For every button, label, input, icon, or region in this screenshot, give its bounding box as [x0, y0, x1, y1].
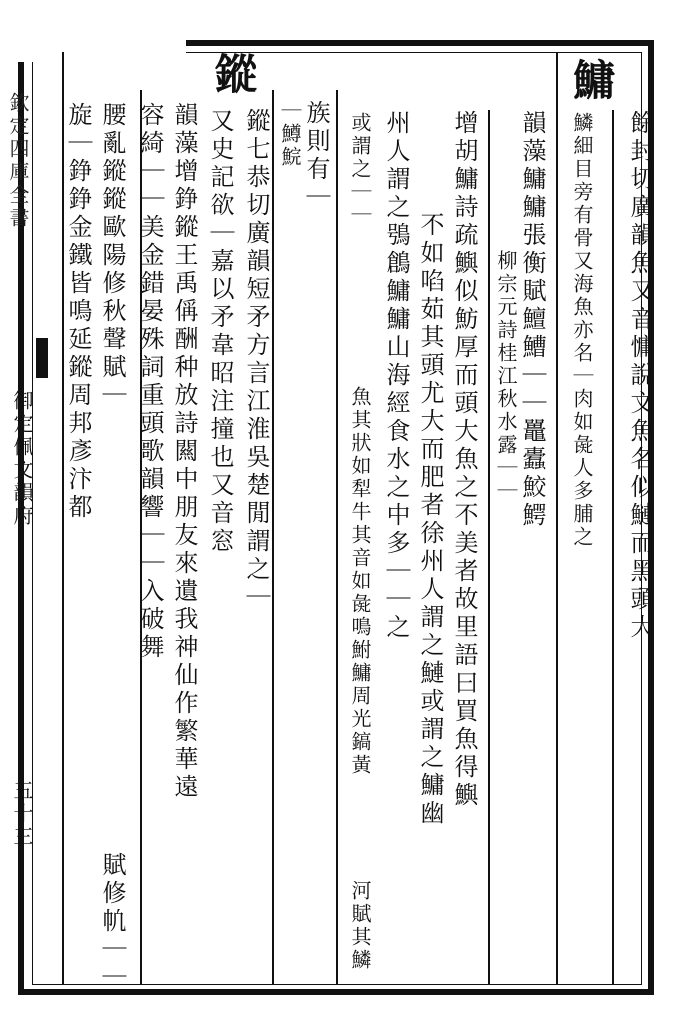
- frame-notch: [18, 40, 186, 62]
- text-column: ｜鱒鯇: [278, 100, 302, 169]
- text-column: 族則有｜: [302, 100, 330, 212]
- text-column: 鱗細目旁有骨又海魚亦名｜肉如彘人多脯之: [570, 112, 594, 549]
- headword: 鏦: [209, 52, 258, 94]
- text-column: 餘封切廣韻魚又音慵說文魚名似鰱而黑頭大: [626, 110, 654, 642]
- spine-title: 欽定四庫全書: [6, 92, 30, 230]
- text-column: 旋｜錚錚金鐵皆鳴延鏦周邦彥汴都: [64, 102, 92, 522]
- text-column: 或謂之｜｜: [348, 112, 372, 227]
- column-rule: [488, 110, 490, 985]
- text-column: 增胡鱅詩疏鱮似魴厚而頭大魚之不美者故里語曰買魚得鱮: [450, 110, 478, 810]
- fishtail-mark: [36, 338, 48, 378]
- text-column: 鏦七恭切廣韻短矛方言江淮吳楚閒謂之｜: [242, 108, 270, 612]
- text-column: 容綺｜｜美金錯晏殊詞重頭歌韻響｜｜入破舞: [136, 102, 164, 662]
- text-column: 韻藻增錚鏦王禹偁酬种放詩闗中朋友來遺我神仙作繁華遠: [170, 102, 198, 802]
- headword: 鱅: [567, 58, 616, 100]
- text-column: 賦修㠶｜｜: [98, 852, 126, 992]
- text-column: 不如啗茹其頭尤大而肥者徐州人謂之鰱或謂之鱅幽: [416, 212, 444, 828]
- book-title: 御定佩文韻府: [10, 390, 34, 528]
- text-column: 河賦其鱗: [348, 880, 372, 972]
- text-column: 州人謂之鴞鶬鱅鱅山海經食水之中多｜｜之: [382, 110, 410, 642]
- text-column: 魚其狀如犁牛其音如彘鳴鮒鱅周光鎬黃: [348, 386, 372, 777]
- text-column: 又史記欲｜嘉以矛韋昭注撞也又音窓: [206, 108, 234, 556]
- column-rule: [612, 110, 614, 985]
- column-rule: [556, 52, 558, 985]
- text-column: 柳宗元詩桂江秋水露｜｜: [494, 250, 518, 503]
- column-rule: [336, 90, 338, 985]
- text-column: 韻藻鱅鱅張衡賦鱣鰽｜｜鼉蠹鮫鰐: [518, 110, 546, 530]
- page-number: 五十三: [10, 780, 34, 849]
- column-rule: [272, 90, 274, 985]
- text-column: 腰亂鏦鏦歐陽修秋聲賦｜: [98, 102, 126, 410]
